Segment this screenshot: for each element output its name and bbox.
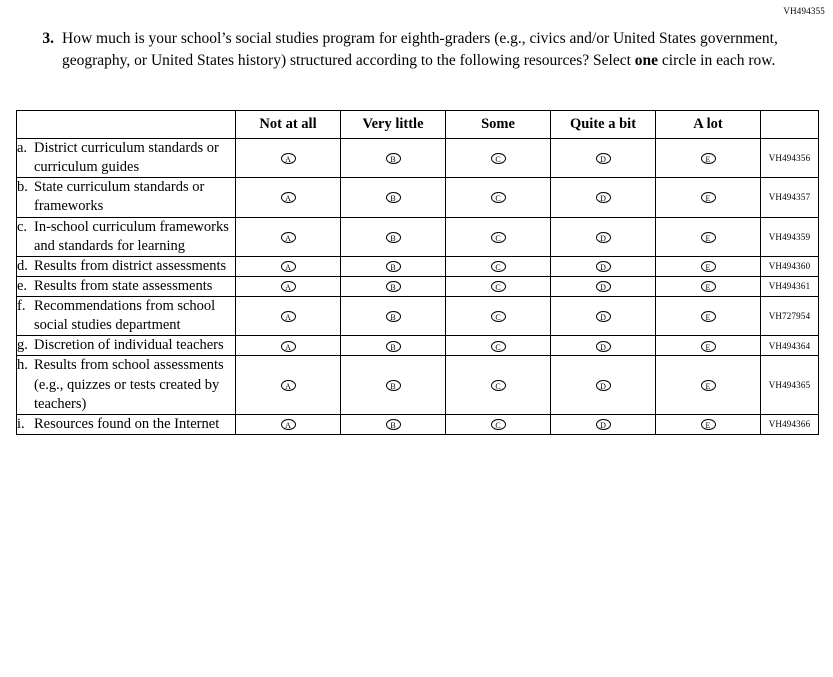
row-item-id-g: VH494364 bbox=[761, 336, 819, 356]
option-g-a-lot[interactable] bbox=[656, 336, 761, 356]
table-row bbox=[17, 217, 819, 256]
column-header-not-at-all: Not at all bbox=[236, 111, 341, 139]
radio-bubble-d[interactable]: D bbox=[596, 380, 611, 391]
radio-bubble-b[interactable]: B bbox=[386, 419, 401, 430]
option-h-a-lot[interactable] bbox=[656, 356, 761, 414]
radio-bubble-c[interactable]: C bbox=[491, 419, 506, 430]
row-text-c: In-school curriculum frameworks and standards for learning bbox=[34, 218, 229, 254]
option-h-not-at-all[interactable] bbox=[236, 356, 341, 414]
question-block bbox=[28, 28, 788, 72]
radio-bubble-e[interactable]: E bbox=[701, 153, 716, 164]
option-e-a-lot[interactable] bbox=[656, 276, 761, 296]
option-d-some[interactable] bbox=[446, 256, 551, 276]
radio-bubble-d[interactable]: D bbox=[596, 192, 611, 203]
table-row bbox=[17, 356, 819, 414]
radio-bubble-d[interactable]: D bbox=[596, 311, 611, 322]
question-text-part2: circle in each row. bbox=[658, 52, 776, 69]
row-text-h: Results from school assessments (e.g., quizzes or tests created by teachers) bbox=[34, 357, 224, 412]
radio-bubble-b[interactable]: B bbox=[386, 341, 401, 352]
row-item-id-h: VH494365 bbox=[761, 356, 819, 414]
option-i-a-lot[interactable] bbox=[656, 414, 761, 434]
option-c-very-little[interactable] bbox=[341, 217, 446, 256]
row-label-i bbox=[17, 414, 236, 434]
option-d-a-lot[interactable] bbox=[656, 256, 761, 276]
radio-bubble-e[interactable]: E bbox=[701, 281, 716, 292]
radio-bubble-e[interactable]: E bbox=[701, 341, 716, 352]
radio-bubble-c[interactable]: C bbox=[491, 281, 506, 292]
option-h-quite-a-bit[interactable] bbox=[551, 356, 656, 414]
radio-bubble-a[interactable]: A bbox=[281, 192, 296, 203]
option-c-quite-a-bit[interactable] bbox=[551, 217, 656, 256]
column-header-blank-left bbox=[17, 111, 236, 139]
radio-bubble-b[interactable]: B bbox=[386, 261, 401, 272]
radio-bubble-b[interactable]: B bbox=[386, 281, 401, 292]
row-letter-g: g. bbox=[17, 337, 28, 354]
question-number: 3. bbox=[42, 30, 54, 47]
radio-bubble-d[interactable]: D bbox=[596, 341, 611, 352]
option-a-a-lot[interactable] bbox=[656, 139, 761, 178]
option-a-not-at-all[interactable] bbox=[236, 139, 341, 178]
row-label-g bbox=[17, 336, 236, 356]
radio-bubble-a[interactable]: A bbox=[281, 311, 296, 322]
row-letter-d: d. bbox=[17, 257, 28, 274]
row-label-d bbox=[17, 256, 236, 276]
table-row bbox=[17, 414, 819, 434]
row-text-b: State curriculum standards or frameworks bbox=[34, 179, 205, 215]
option-g-some[interactable] bbox=[446, 336, 551, 356]
option-g-not-at-all[interactable] bbox=[236, 336, 341, 356]
radio-bubble-b[interactable]: B bbox=[386, 153, 401, 164]
table-row bbox=[17, 276, 819, 296]
table-row bbox=[17, 178, 819, 217]
option-h-very-little[interactable] bbox=[341, 356, 446, 414]
radio-bubble-a[interactable]: A bbox=[281, 380, 296, 391]
option-b-very-little[interactable] bbox=[341, 178, 446, 217]
row-text-f: Recommendations from school social studies department bbox=[34, 298, 216, 334]
option-i-quite-a-bit[interactable] bbox=[551, 414, 656, 434]
option-b-a-lot[interactable] bbox=[656, 178, 761, 217]
column-header-very-little: Very little bbox=[341, 111, 446, 139]
column-header-some: Some bbox=[446, 111, 551, 139]
question-text-emphasis: one bbox=[634, 52, 659, 69]
row-letter-c: c. bbox=[17, 218, 28, 235]
option-i-some[interactable] bbox=[446, 414, 551, 434]
column-header-blank-right bbox=[761, 111, 819, 139]
question-text bbox=[62, 28, 788, 72]
row-letter-b: b. bbox=[17, 179, 28, 196]
option-b-not-at-all[interactable] bbox=[236, 178, 341, 217]
radio-bubble-c[interactable]: C bbox=[491, 153, 506, 164]
option-i-not-at-all[interactable] bbox=[236, 414, 341, 434]
option-b-quite-a-bit[interactable] bbox=[551, 178, 656, 217]
row-label-c bbox=[17, 217, 236, 256]
row-text-d: Results from district assessments bbox=[34, 257, 227, 274]
radio-bubble-c[interactable]: C bbox=[491, 261, 506, 272]
option-h-some[interactable] bbox=[446, 356, 551, 414]
row-label-a bbox=[17, 139, 236, 178]
column-header-a-lot: A lot bbox=[656, 111, 761, 139]
row-letter-e: e. bbox=[17, 277, 28, 294]
radio-bubble-a[interactable]: A bbox=[281, 232, 296, 243]
option-g-quite-a-bit[interactable] bbox=[551, 336, 656, 356]
row-item-id-d: VH494360 bbox=[761, 256, 819, 276]
row-label-b bbox=[17, 178, 236, 217]
row-text-e: Results from state assessments bbox=[34, 277, 213, 294]
radio-bubble-e[interactable]: E bbox=[701, 192, 716, 203]
option-g-very-little[interactable] bbox=[341, 336, 446, 356]
table-row bbox=[17, 297, 819, 336]
option-e-not-at-all[interactable] bbox=[236, 276, 341, 296]
radio-bubble-c[interactable]: C bbox=[491, 341, 506, 352]
radio-bubble-a[interactable]: A bbox=[281, 281, 296, 292]
radio-bubble-d[interactable]: D bbox=[596, 281, 611, 292]
row-item-id-i: VH494366 bbox=[761, 414, 819, 434]
radio-bubble-d[interactable]: D bbox=[596, 419, 611, 430]
table-header-row bbox=[17, 111, 819, 139]
radio-bubble-e[interactable]: E bbox=[701, 232, 716, 243]
radio-bubble-c[interactable]: C bbox=[491, 311, 506, 322]
radio-bubble-b[interactable]: B bbox=[386, 311, 401, 322]
row-item-id-a: VH494356 bbox=[761, 139, 819, 178]
row-text-a: District curriculum standards or curriculum guides bbox=[34, 140, 219, 176]
page-item-id: VH494355 bbox=[783, 6, 825, 16]
row-label-h bbox=[17, 356, 236, 414]
option-e-very-little[interactable] bbox=[341, 276, 446, 296]
option-i-very-little[interactable] bbox=[341, 414, 446, 434]
radio-bubble-a[interactable]: A bbox=[281, 261, 296, 272]
option-f-a-lot[interactable] bbox=[656, 297, 761, 336]
option-a-very-little[interactable] bbox=[341, 139, 446, 178]
option-c-not-at-all[interactable] bbox=[236, 217, 341, 256]
radio-bubble-d[interactable]: D bbox=[596, 232, 611, 243]
table-row bbox=[17, 139, 819, 178]
option-d-not-at-all[interactable] bbox=[236, 256, 341, 276]
radio-bubble-d[interactable]: D bbox=[596, 261, 611, 272]
radio-bubble-b[interactable]: B bbox=[386, 380, 401, 391]
row-text-i: Resources found on the Internet bbox=[34, 415, 220, 432]
radio-bubble-e[interactable]: E bbox=[701, 311, 716, 322]
option-e-some[interactable] bbox=[446, 276, 551, 296]
row-text-g: Discretion of individual teachers bbox=[34, 337, 224, 354]
option-e-quite-a-bit[interactable] bbox=[551, 276, 656, 296]
option-b-some[interactable] bbox=[446, 178, 551, 217]
option-a-quite-a-bit[interactable] bbox=[551, 139, 656, 178]
table-row bbox=[17, 336, 819, 356]
option-c-some[interactable] bbox=[446, 217, 551, 256]
radio-bubble-b[interactable]: B bbox=[386, 232, 401, 243]
option-d-very-little[interactable] bbox=[341, 256, 446, 276]
row-label-f bbox=[17, 297, 236, 336]
row-letter-i: i. bbox=[17, 415, 25, 432]
option-f-very-little[interactable] bbox=[341, 297, 446, 336]
radio-bubble-e[interactable]: E bbox=[701, 419, 716, 430]
response-matrix-table bbox=[16, 110, 819, 435]
radio-bubble-a[interactable]: A bbox=[281, 153, 296, 164]
radio-bubble-c[interactable]: C bbox=[491, 192, 506, 203]
row-letter-a: a. bbox=[17, 140, 28, 156]
row-label-e bbox=[17, 276, 236, 296]
row-letter-h: h. bbox=[17, 357, 28, 374]
option-f-some[interactable] bbox=[446, 297, 551, 336]
row-letter-f: f. bbox=[17, 298, 26, 314]
radio-bubble-b[interactable]: B bbox=[386, 192, 401, 203]
row-item-id-f: VH727954 bbox=[761, 297, 819, 336]
table-row bbox=[17, 256, 819, 276]
option-a-some[interactable] bbox=[446, 139, 551, 178]
row-item-id-e: VH494361 bbox=[761, 276, 819, 296]
option-d-quite-a-bit[interactable] bbox=[551, 256, 656, 276]
radio-bubble-a[interactable]: A bbox=[281, 341, 296, 352]
radio-bubble-c[interactable]: C bbox=[491, 380, 506, 391]
question-text-part1: How much is your school’s social studies program for eighth-graders (e.g., civics and/or United States government, geography, or United States history) structured according to the following resources? Select bbox=[62, 30, 778, 69]
radio-bubble-a[interactable]: A bbox=[281, 419, 296, 430]
radio-bubble-c[interactable]: C bbox=[491, 232, 506, 243]
radio-bubble-e[interactable]: E bbox=[701, 261, 716, 272]
table-body bbox=[17, 139, 819, 435]
option-f-not-at-all[interactable] bbox=[236, 297, 341, 336]
row-item-id-c: VH494359 bbox=[761, 217, 819, 256]
radio-bubble-d[interactable]: D bbox=[596, 153, 611, 164]
option-c-a-lot[interactable] bbox=[656, 217, 761, 256]
row-item-id-b: VH494357 bbox=[761, 178, 819, 217]
option-f-quite-a-bit[interactable] bbox=[551, 297, 656, 336]
radio-bubble-e[interactable]: E bbox=[701, 380, 716, 391]
column-header-quite-a-bit: Quite a bit bbox=[551, 111, 656, 139]
